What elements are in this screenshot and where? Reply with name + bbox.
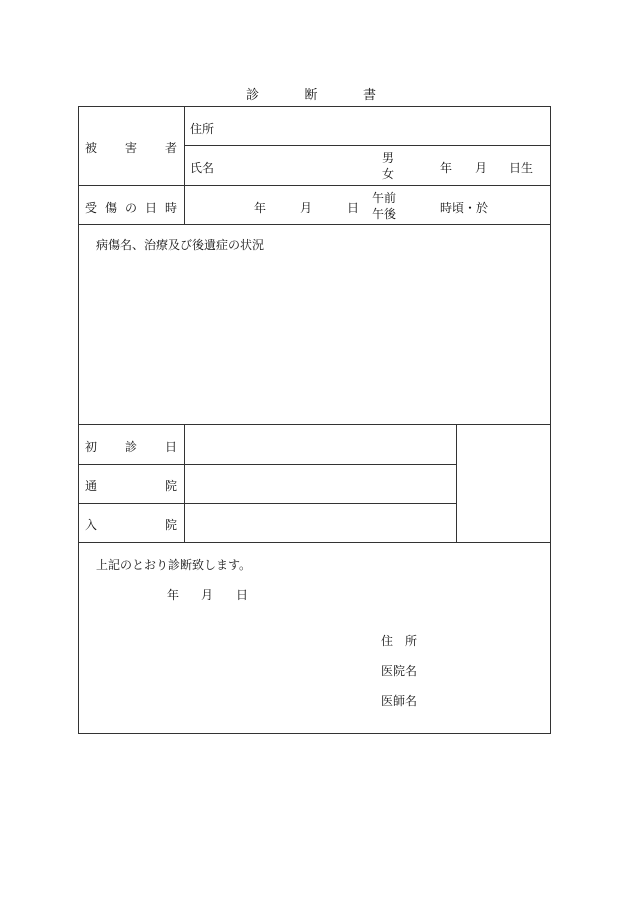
am-label: 午前	[371, 191, 396, 205]
birth-day-label: 日生	[509, 161, 534, 175]
divider	[78, 185, 551, 186]
sex-female: 女	[381, 167, 394, 181]
victim-address-label: 住所	[190, 122, 215, 136]
clinic-name-label: 医院名	[381, 664, 418, 678]
declaration-day-label: 日	[236, 588, 249, 602]
declaration-year-label: 年	[167, 588, 180, 602]
border-bottom	[78, 733, 551, 734]
divider	[184, 106, 185, 225]
declaration-text: 上記のとおり診断致します。	[96, 558, 252, 572]
physician-name-label: 医師名	[381, 694, 418, 708]
border-left	[78, 106, 79, 734]
divider	[456, 424, 457, 543]
divider	[184, 424, 185, 543]
doctor-address-label: 住 所	[381, 634, 418, 648]
injury-datetime-label: 受 傷 の 日 時	[85, 201, 177, 215]
border-right	[550, 106, 551, 734]
inpatient-label: 入 院	[85, 518, 177, 532]
condition-label: 病傷名、治療及び後遺症の状況	[96, 238, 265, 252]
am-pm-selector	[368, 190, 400, 222]
sex-selector	[376, 150, 400, 182]
title-char: 診	[246, 88, 260, 103]
declaration-month-label: 月	[201, 588, 214, 602]
pm-label: 午後	[371, 207, 396, 221]
injury-day-label: 日	[347, 201, 360, 215]
title-char: 断	[304, 88, 318, 103]
birth-year-label: 年	[440, 161, 453, 175]
birth-month-label: 月	[475, 161, 488, 175]
injury-year-label: 年	[254, 201, 267, 215]
divider	[78, 424, 551, 425]
victim-name-label: 氏名	[190, 161, 215, 175]
sex-male: 男	[381, 151, 394, 165]
divider	[78, 503, 457, 504]
divider	[78, 542, 551, 543]
title-char: 書	[362, 88, 376, 103]
injury-month-label: 月	[300, 201, 313, 215]
document-title	[246, 84, 376, 103]
time-place-label: 時頃・於	[440, 201, 489, 215]
victim-label: 被 害 者	[85, 141, 177, 155]
divider	[78, 464, 457, 465]
divider	[78, 224, 551, 225]
first-visit-label: 初 診 日	[85, 440, 177, 454]
border-top	[78, 106, 551, 107]
outpatient-label: 通 院	[85, 479, 177, 493]
divider	[184, 145, 551, 146]
